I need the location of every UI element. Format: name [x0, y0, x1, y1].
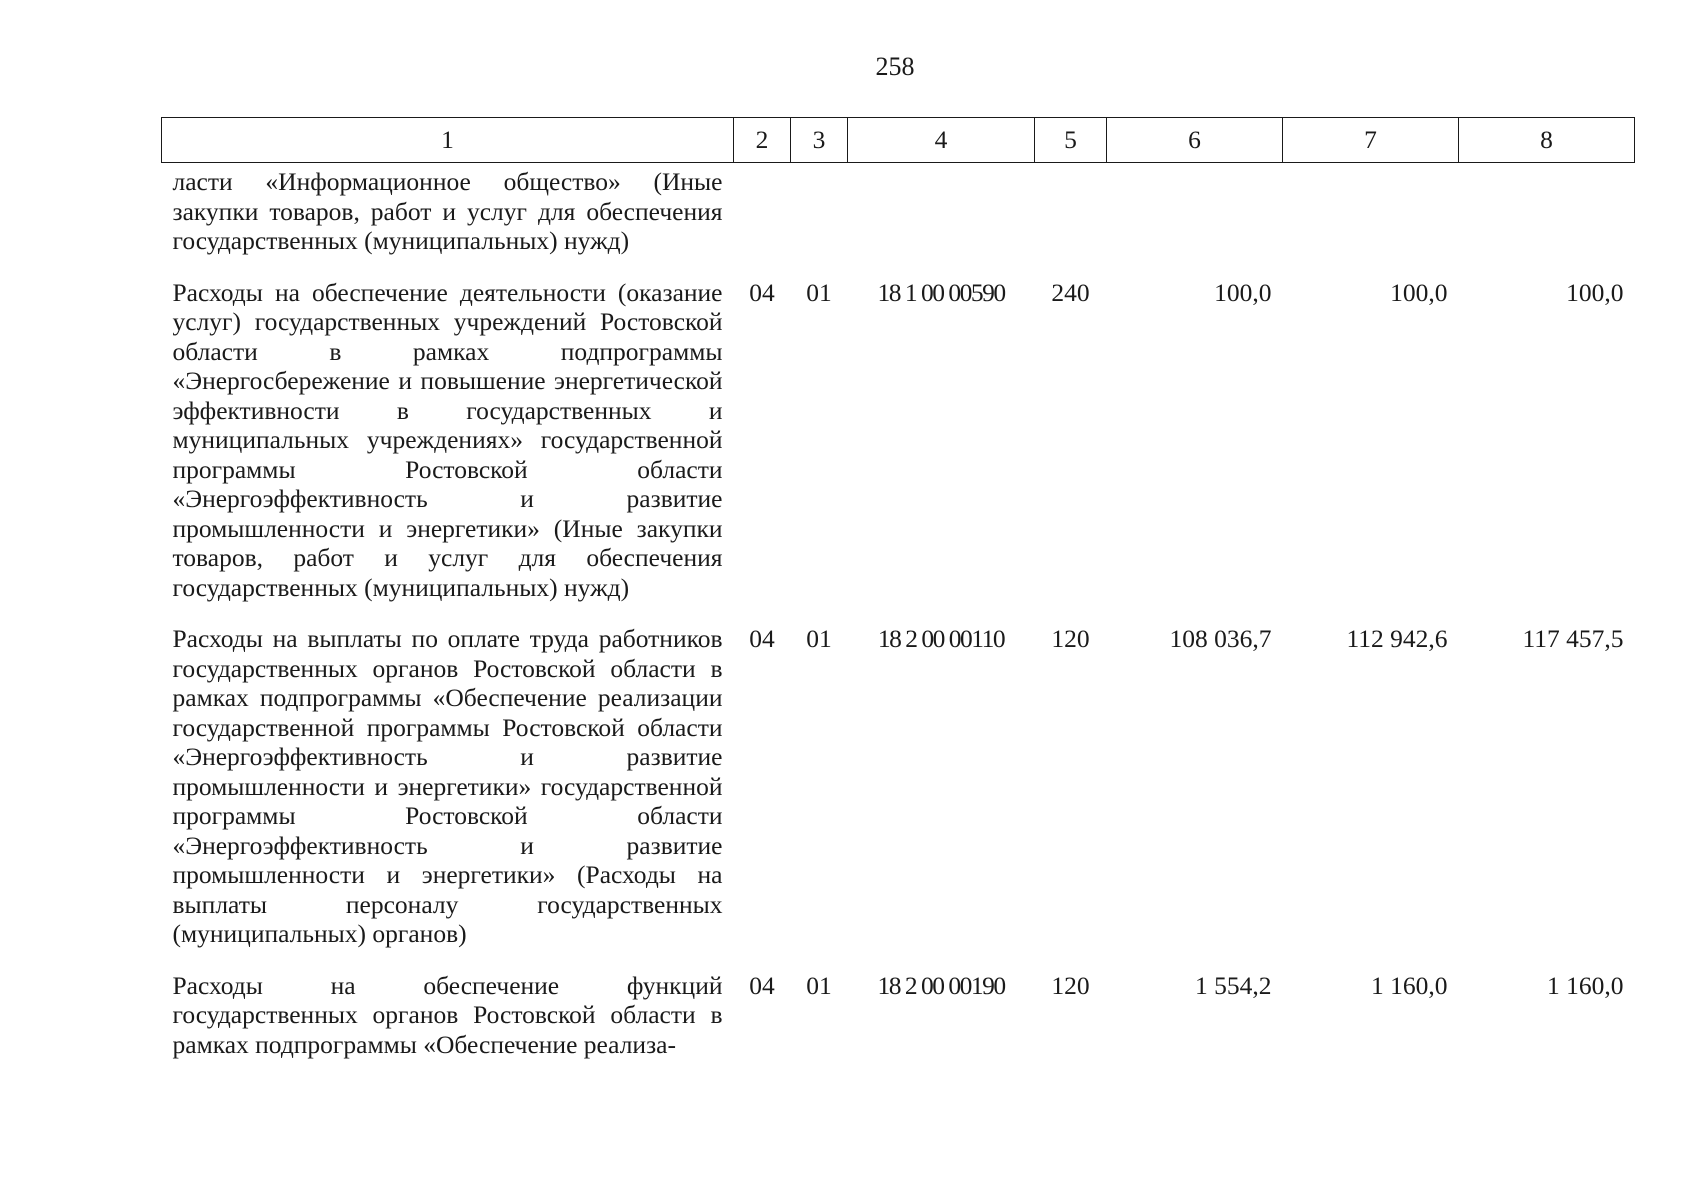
budget-table	[161, 117, 1635, 1068]
row-subsection: 01	[806, 624, 832, 653]
column-header: 8	[1459, 118, 1635, 163]
table-row	[162, 163, 1635, 265]
row-amount-2: 112 942,6	[1346, 624, 1448, 653]
row-amount-1: 108 036,7	[1169, 624, 1272, 653]
row-expense-type: 120	[1051, 624, 1090, 653]
row-section: 04	[749, 624, 775, 653]
row-description: Расходы на обеспечение деятельности (оказание услуг) государственных учреждений Ростовской области в рамках подпрограммы «Энергосбережение и повышение энергетической эффективности в государственных и муниципальных учреждениях» государственной программы Ростовской области «Энергоэффективность и развитие промышленности и энергетики» (Иные закупки товаров, работ и услуг для обеспечения государственных (муниципальных) нужд)	[172, 277, 723, 602]
column-header: 3	[791, 118, 848, 163]
table-row	[162, 611, 1635, 958]
row-subsection: 01	[806, 970, 832, 1000]
table-row	[162, 958, 1635, 1069]
row-expense-type	[1035, 163, 1107, 265]
row-subsection: 01	[806, 277, 832, 307]
row-section: 04	[749, 277, 775, 307]
row-amount-1: 100,0	[1214, 277, 1272, 307]
row-amount-2	[1283, 163, 1459, 265]
row-section: 04	[749, 970, 775, 1000]
row-amount-2: 100,0	[1390, 277, 1448, 307]
row-section	[734, 163, 791, 265]
table-header-row	[162, 118, 1635, 163]
row-target-article: 18 2 00 00110	[877, 624, 1005, 653]
row-amount-2: 1 160,0	[1371, 970, 1448, 1000]
row-amount-3	[1459, 163, 1635, 265]
column-header: 4	[848, 118, 1035, 163]
row-amount-1: 1 554,2	[1195, 970, 1272, 1000]
row-target-article: 18 1 00 00590	[877, 277, 1005, 307]
row-amount-3: 1 160,0	[1547, 970, 1624, 1000]
row-amount-3: 117 457,5	[1522, 624, 1624, 653]
row-expense-type: 120	[1051, 970, 1090, 1000]
row-description: Расходы на обеспечение функций государственных органов Ростовской области в рамках подпрограммы «Обеспечение реализа-	[172, 970, 723, 1059]
column-header: 6	[1107, 118, 1283, 163]
row-subsection	[791, 163, 848, 265]
page-number: 258	[875, 52, 915, 81]
column-header: 7	[1283, 118, 1459, 163]
row-description: ласти «Информационное общество» (Иные закупки товаров, работ и услуг для обеспечения государственных (муниципальных) нужд)	[172, 167, 723, 255]
row-description: Расходы на выплаты по оплате труда работников государственных органов Ростовской области в рамках подпрограммы «Обеспечение реализации государственной программы Ростовской области «Энергоэффективность и развитие промышленности и энергетики» государственной программы Ростовской области «Энергоэффективность и развитие промышленности и энергетики» (Расходы на выплаты персоналу государственных (муниципальных) органов)	[172, 624, 723, 948]
row-expense-type: 240	[1051, 277, 1090, 307]
row-target-article: 18 2 00 00190	[877, 970, 1005, 1000]
column-header: 1	[162, 118, 734, 163]
column-header: 5	[1035, 118, 1107, 163]
row-amount-1	[1107, 163, 1283, 265]
row-target-article	[848, 163, 1035, 265]
row-amount-3: 100,0	[1566, 277, 1624, 307]
column-header: 2	[734, 118, 791, 163]
table-row	[162, 265, 1635, 612]
